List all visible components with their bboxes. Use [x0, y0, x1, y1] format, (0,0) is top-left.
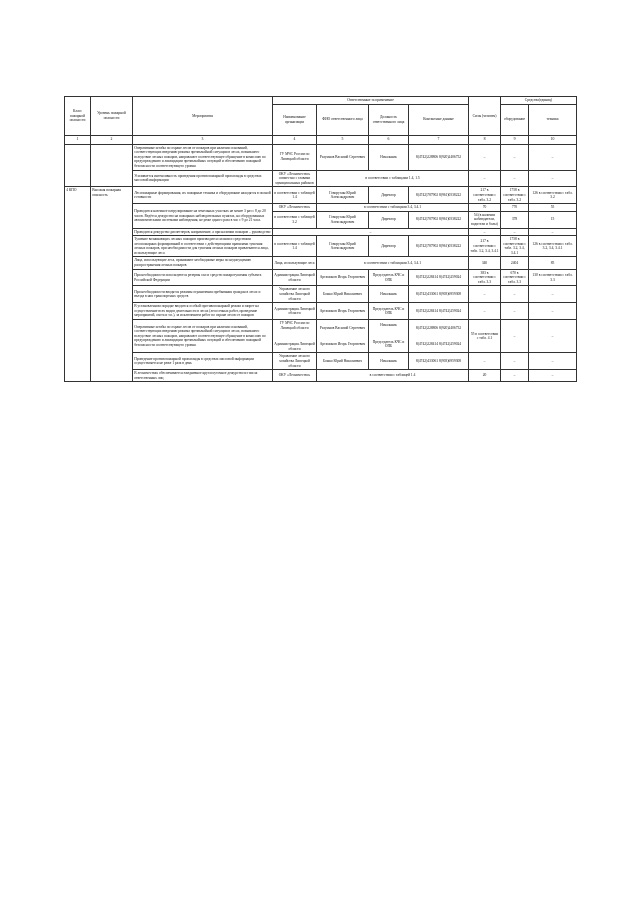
forces-cell: –	[469, 228, 501, 236]
vehicles-cell: 15	[529, 211, 577, 228]
position-cell: Начальник	[369, 144, 409, 170]
col-number: 1	[65, 135, 91, 144]
header-tehnika: техника	[529, 104, 577, 135]
position-cell-line-2: Председатель КЧС и ОПБ	[372, 339, 405, 349]
org-cell: Лица, использующие леса	[273, 257, 317, 269]
vehicles-cell: –	[529, 286, 577, 303]
equipment-cell: –	[501, 144, 529, 170]
equipment-cell: –	[501, 353, 529, 370]
equipment-cell: –	[501, 170, 529, 187]
contacts-cell: 8(4742)787902 8(961)0538222	[409, 187, 469, 204]
fio-cell: Говорухин Юрий Александрович	[317, 236, 369, 257]
forces-cell: 340	[469, 257, 501, 269]
header-otvetstvennye: Ответственные за применение	[273, 97, 469, 105]
vehicles-cell: –	[529, 228, 577, 236]
uroven-cell-empty	[91, 144, 133, 187]
vehicles-cell: 126 в соответствии с табл. 3.2	[529, 187, 577, 204]
fio-cell: Артамонов Игорь Георгиевич	[317, 269, 369, 286]
equipment-cell: –	[501, 286, 529, 303]
table-row	[65, 204, 577, 212]
klass-cell: 4 КПО	[65, 187, 91, 382]
position-cell: Начальник	[369, 286, 409, 303]
table-row	[65, 257, 577, 269]
equipment-cell: 2404	[501, 257, 529, 269]
header-dolzhnost: Должность ответственного лица	[369, 104, 409, 135]
org-cell-line-2: Администрация Липецкой области	[274, 342, 315, 351]
header-klass: Класс пожарной опасности	[65, 97, 91, 136]
table-row	[65, 236, 577, 257]
header-row-1	[65, 97, 577, 105]
col-number: 5	[317, 135, 369, 144]
org-cell: ОКУ «Лесничество»	[273, 370, 317, 382]
col-number: 4	[273, 135, 317, 144]
table-row	[65, 170, 577, 187]
position-cell: Директор	[369, 236, 409, 257]
vehicles-cell: –	[529, 353, 577, 370]
table-row	[65, 353, 577, 370]
header-sily: Силы (человек)	[469, 97, 501, 136]
measure-cell: В лесничествах обеспечивается ежедневное круглосуточное дежурство из числа ответственных лиц	[133, 370, 273, 382]
header-naim-org: Наименование организации	[273, 104, 317, 135]
responsible-reference-cell: в соответствии с таблицами 3.4, 3.4.1	[317, 257, 469, 269]
equipment-cell: 378	[501, 211, 529, 228]
fio-cell: Говорухин Юрий Александрович	[317, 187, 369, 204]
fio-cell: Артамонов Игорь Георгиевич	[317, 303, 369, 320]
equipment-cell: 770	[501, 204, 529, 212]
forces-cell: 217 в соответствии с табл. 3.2, 3.4, 3.4.1	[469, 236, 501, 257]
org-cell: Управление лесного хозяйства Липецкой области	[273, 353, 317, 370]
table-row	[65, 286, 577, 303]
measure-cell: Усиливается интенсивность проведения противопожарной пропаганды в средствах массовой информации	[133, 170, 273, 187]
contacts-cell: 8(4742)228806 8(920)2406752	[409, 144, 469, 170]
vehicles-cell: –	[529, 303, 577, 320]
org-cell: ГУ МЧС России по Липецкой области	[273, 144, 317, 170]
header-uroven: Уровень пожарной опасности	[91, 97, 133, 136]
header-kontakty: Контактные данные	[409, 104, 469, 135]
measure-cell: Лица, использующие леса, принимают необходимые меры по недопущению распространения лесных пожаров	[133, 257, 273, 269]
table-row	[65, 320, 577, 353]
vehicles-cell: 55	[529, 204, 577, 212]
col-number: 7	[409, 135, 469, 144]
vehicles-cell: 85	[529, 257, 577, 269]
org-cell: в соответствии с таблицей 1.4	[273, 236, 317, 257]
klass-cell-empty	[65, 144, 91, 187]
table-row	[65, 303, 577, 320]
fio-cell: Божко Юрий Николаевич	[317, 353, 369, 370]
measure-cell: Лесопожарные формирования, их пожарные техника и оборудование находятся в полной готовности	[133, 187, 273, 204]
table-row	[65, 370, 577, 382]
col-number: 6	[369, 135, 409, 144]
header-meropriyatiya: Мероприятия	[133, 97, 273, 136]
measure-cell: Тушение возникающих лесных пожаров производится силами и средствами лесопожарных формирований в соответствии с действующими правилами тушения лесных пожаров, при необходимости для тушения лесных пожаров привлекаются лица, использующие леса	[133, 236, 273, 257]
measure-cell: Проводится наземное патрулирование на земельных участках не менее 3 раз с 8 до 20 часов. Ведётся дежурство на пожарных наблюдательных пунктах, на оборудованных автоматическими системами наблюдения, не реже одного раза в час с 9 до 21 часа.	[133, 204, 273, 228]
responsible-reference-cell: в соответствии с таблицами 3.4, 3.4.1	[317, 204, 469, 212]
vehicles-cell: 126 в соответствии с табл. 3.2, 3.4, 3.4.1	[529, 236, 577, 257]
vehicles-cell: –	[529, 144, 577, 170]
vehicles-cell: –	[529, 370, 577, 382]
col-number: 2	[91, 135, 133, 144]
uroven-cell: Высокая пожарная опасность	[91, 187, 133, 382]
measure-cell: Оперативные штабы по охране лесов от пожаров при наличии оснований, соответствующих введению режима чрезвычайной ситуации в лесах, возникшего вследствие лесных пожаров, направляют соответствующее обращение в комиссию по предупреждению и ликвидации чрезвычайных ситуаций и обеспечению пожарной безопасности соответствующего уровня	[133, 144, 273, 170]
position-cell: Директор	[369, 211, 409, 228]
fio-cell	[317, 320, 369, 353]
equipment-cell: –	[501, 228, 529, 236]
forces-cell: –	[469, 303, 501, 320]
equipment-cell: 1758 в соответствии с табл. 3.2, 3.4, 3.4.1	[501, 236, 529, 257]
vehicles-cell: –	[529, 320, 577, 353]
position-cell: Директор	[369, 187, 409, 204]
fio-cell-line-2: Артамонов Игорь Георгиевич	[319, 342, 366, 347]
forces-cell: 55 в соответствии с табл. 4.1	[469, 320, 501, 353]
fio-cell: Говорухин Юрий Александрович	[317, 211, 369, 228]
responsible-reference-cell: в соответствии с таблицами 1.4, 1.5	[317, 170, 469, 187]
vehicles-cell: –	[529, 170, 577, 187]
forces-cell: 70	[469, 204, 501, 212]
forces-cell: 217 в соответствии с табл. 3.2	[469, 187, 501, 204]
measure-cell: Проводится дежурство диспетчеров, направление, а при наличии пожаров – руководство	[133, 228, 273, 236]
org-cell	[273, 320, 317, 353]
table-body	[65, 144, 577, 382]
col-number: 8	[469, 135, 501, 144]
forces-cell: 20	[469, 370, 501, 382]
measure-cell: Оперативные штабы по охране лесов от пожаров при наличии оснований, соответствующих введению режима чрезвычайной ситуации в лесах, возникшего вследствие лесных пожаров, направляют соответствующее обращение в комиссию по предупреждению и ликвидации чрезвычайных ситуаций и обеспечению пожарной безопасности соответствующего уровня	[133, 320, 273, 353]
table-row	[65, 228, 577, 236]
measure-cell: Проведение противопожарной пропаганды в средствах массовой информации осуществляется не реже 1 раза в день	[133, 353, 273, 370]
merged-responsible-cell: –	[273, 228, 469, 236]
table-row	[65, 187, 577, 204]
org-cell: ОКУ «Лесничество»	[273, 204, 317, 212]
contacts-cell: 8(4742)228414 8(4742)259024	[409, 269, 469, 286]
measure-cell: При необходимости используются резервы сил и средств пожаротушения субъекта Российской Федерации	[133, 269, 273, 286]
forces-cell: 383 в соответствии с табл. 3.3	[469, 269, 501, 286]
fio-cell: Разумнов Василий Сергеевич	[317, 144, 369, 170]
header-fio: ФИО ответственного лица	[317, 104, 369, 135]
col-number: 3	[133, 135, 273, 144]
header-sredstva: Средства(единиц)	[501, 97, 577, 105]
col-number: 10	[529, 135, 577, 144]
contacts-cell-line-1: 8(4742)228806 8(920)2406752	[415, 325, 462, 330]
contacts-cell: 8(4742)787902 8(961)0538222	[409, 236, 469, 257]
position-cell: Председатель КЧС и ОПБ	[369, 269, 409, 286]
equipment-cell: –	[501, 303, 529, 320]
equipment-cell: 1758 в соответствии с табл. 3.2	[501, 187, 529, 204]
position-cell: Начальник	[369, 353, 409, 370]
org-cell: в соответствии с таблицей 3.2	[273, 211, 317, 228]
fio-cell: Божко Юрий Николаевич	[317, 286, 369, 303]
responsible-reference-cell: в соответствии с таблицей 1.4	[317, 370, 469, 382]
vehicles-cell: 130 в соответствии с табл. 3.3	[529, 269, 577, 286]
table-row	[65, 269, 577, 286]
position-cell: Председатель КЧС и ОПБ	[369, 303, 409, 320]
org-cell: ОКУ «Лесничество» совместно с главами муниципальных районов	[273, 170, 317, 187]
forces-cell: –	[469, 144, 501, 170]
column-numbers-row	[65, 135, 577, 144]
equipment-cell: 670 в соответствии с табл. 3.3	[501, 269, 529, 286]
fio-cell-line-1: Разумнов Василий Сергеевич	[319, 325, 366, 330]
org-cell: Администрация Липецкой области	[273, 269, 317, 286]
contacts-cell: 8(4742)433061 8(903)6959308	[409, 353, 469, 370]
measure-cell: При необходимости вводятся режимы ограничения пребывания граждан в лесах и въезда в них транспортных средств	[133, 286, 273, 303]
contacts-cell: 8(4742)787902 8(961)0538222	[409, 211, 469, 228]
table-row	[65, 144, 577, 170]
equipment-cell: –	[501, 370, 529, 382]
position-cell	[369, 320, 409, 353]
org-cell: Администрация Липецкой области	[273, 303, 317, 320]
forces-cell: –	[469, 170, 501, 187]
position-cell-line-1: Начальник	[380, 323, 397, 328]
document-page	[64, 96, 576, 382]
contacts-cell-line-2: 8(4742)228414 8(4742)259024	[415, 342, 462, 347]
org-cell: в соответствии с таблицей 1.4	[273, 187, 317, 204]
org-cell: Управление лесного хозяйства Липецкой области	[273, 286, 317, 303]
contacts-cell: 8(4742)433061 8(903)6959308	[409, 286, 469, 303]
measures-table	[64, 96, 577, 382]
forces-cell: –	[469, 353, 501, 370]
equipment-cell: –	[501, 320, 529, 353]
measure-cell: В установленном порядке вводится особый противопожарный режим и запрет на осуществление всех видов деятельности в лесах (лесосечных работ, проведение мероприятий, охота и т.п.), за исключением работ по охране лесов от пожаров	[133, 303, 273, 320]
col-number: 9	[501, 135, 529, 144]
forces-cell: –	[469, 286, 501, 303]
forces-cell: 54 (в наличии наблюдатели, водители и болы)	[469, 211, 501, 228]
contacts-cell	[409, 320, 469, 353]
header-oborudovanie: оборудование	[501, 104, 529, 135]
contacts-cell: 8(4742)228414 8(4742)259024	[409, 303, 469, 320]
org-cell-line-1: ГУ МЧС России по Липецкой области	[279, 321, 310, 330]
